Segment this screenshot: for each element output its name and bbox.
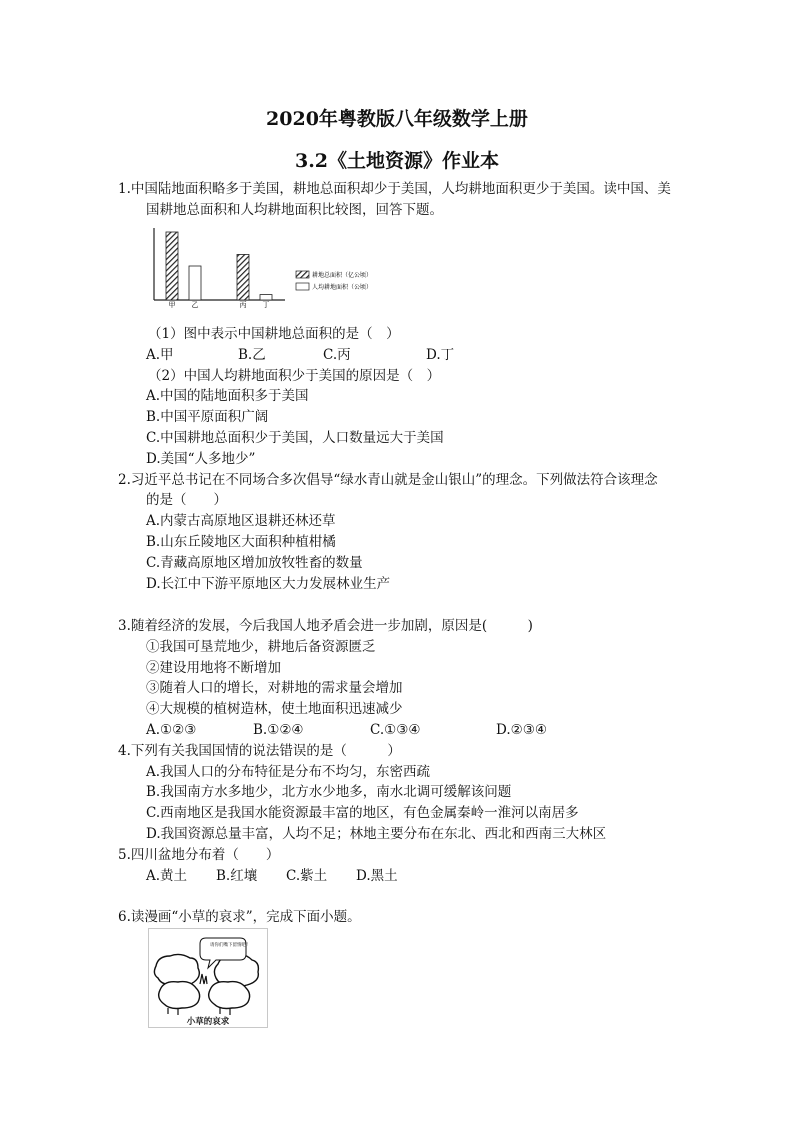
q3-option-c: C.①③④ (370, 722, 421, 738)
q6-cartoon (148, 928, 268, 1028)
q2-stem-line2: 的是（ ） (146, 492, 227, 508)
q1-sub2: （2）中国人均耕地面积少于美国的原因是（ ） (148, 368, 441, 384)
q1-sub1-option-a: A.甲 (146, 347, 174, 363)
q1-sub2-option-b: B.中国平原面积广阔 (146, 409, 269, 425)
category-label-yi: 乙 (191, 301, 199, 308)
q3-item-2: ②建设用地将不断增加 (146, 660, 281, 676)
q3-option-b: B.①②④ (253, 722, 304, 738)
q2-stem-line1: 2.习近平总书记在不同场合多次倡导“绿水青山就是金山银山”的理念。下列做法符合该理念 (118, 472, 658, 488)
q4-option-c: C.西南地区是我国水能资源最丰富的地区，有色金属秦岭一淮河以南居多 (146, 805, 579, 821)
legend-swatch-total (296, 271, 309, 278)
legend-swatch-percapita (296, 283, 309, 290)
bar-yi (189, 266, 201, 300)
q1-sub1-option-d: D.丁 (426, 347, 455, 363)
q1-stem-line1: 1.中国陆地面积略多于美国，耕地总面积却少于美国，人均耕地面积更少于美国。读中国、美 (118, 181, 671, 197)
bar-ding (260, 295, 272, 300)
q3-option-a: A.①②③ (146, 722, 197, 738)
q2-option-a: A.内蒙古高原地区退耕还林还草 (146, 513, 336, 529)
q3-item-4: ④大规模的植树造林，使土地面积迅速减少 (146, 701, 403, 717)
q1-bar-chart (150, 224, 410, 308)
q4-option-b: B.我国南方水多地少，北方水少地多，南水北调可缓解该问题 (146, 784, 512, 800)
speech-bubble-text: 请你们嘴下留情吧！ (210, 943, 251, 948)
category-label-bing: 丙 (239, 301, 247, 308)
q4-option-d: D.我国资源总量丰富，人均不足；林地主要分布在东北、西北和西南三大林区 (146, 826, 607, 842)
q5-option-d: D.黑土 (356, 868, 398, 884)
document-subtitle: 3.2《土地资源》作业本 (294, 150, 500, 172)
q1-stem-line2: 国耕地总面积和人均耕地面积比较图，回答下题。 (146, 202, 443, 218)
cartoon-caption: 小草的哀求 (186, 1017, 230, 1027)
q2-option-b: B.山东丘陵地区大面积种植柑橘 (146, 534, 336, 550)
legend-label-percapita: 人均耕地面积（公顷） (312, 284, 373, 291)
q3-stem: 3.随着经济的发展，今后我国人地矛盾会进一步加剧，原因是( ) (118, 618, 533, 634)
q2-option-d: D.长江中下游平原地区大力发展林业生产 (146, 576, 391, 592)
legend-label-total: 耕地总面积（亿公顷） (312, 272, 373, 279)
category-label-ding: 丁 (262, 301, 270, 308)
q1-sub2-option-c: C.中国耕地总面积少于美国，人口数量远大于美国 (146, 430, 444, 446)
bar-bing (237, 254, 249, 300)
q5-option-b: B.红壤 (216, 868, 258, 884)
sheep-left-bottom (159, 982, 200, 1009)
q3-item-1: ①我国可垦荒地少，耕地后备资源匮乏 (146, 639, 376, 655)
q3-item-3: ③随着人口的增长，对耕地的需求量会增加 (146, 680, 403, 696)
q1-sub1-option-b: B.乙 (238, 347, 266, 363)
category-label-jia: 甲 (168, 301, 176, 308)
q4-option-a: A.我国人口的分布特征是分布不均匀，东密西疏 (146, 764, 431, 780)
document-title: 2020年粤教版八年级数学上册 (266, 108, 528, 130)
q5-option-c: C.紫土 (286, 868, 328, 884)
q3-option-d: D.②③④ (496, 722, 547, 738)
sheep-left-top (154, 954, 199, 985)
bar-jia (166, 232, 178, 300)
q2-option-c: C.青藏高原地区增加放牧牲畜的数量 (146, 555, 363, 571)
q1-sub2-option-a: A.中国的陆地面积多于美国 (146, 388, 309, 404)
q1-sub1: （1）图中表示中国耕地总面积的是（ ） (148, 326, 400, 342)
q1-sub1-option-c: C.丙 (323, 347, 351, 363)
q6-stem: 6.读漫画“小草的哀求”，完成下面小题。 (118, 909, 361, 925)
q5-option-a: A.黄土 (146, 868, 188, 884)
q1-sub2-option-d: D.美国“人多地少” (146, 451, 256, 467)
sheep-right-bottom (209, 982, 250, 1009)
q5-stem: 5.四川盆地分布着（ ） (118, 847, 280, 863)
q4-stem: 4.下列有关我国国情的说法错误的是（ ） (118, 743, 401, 759)
